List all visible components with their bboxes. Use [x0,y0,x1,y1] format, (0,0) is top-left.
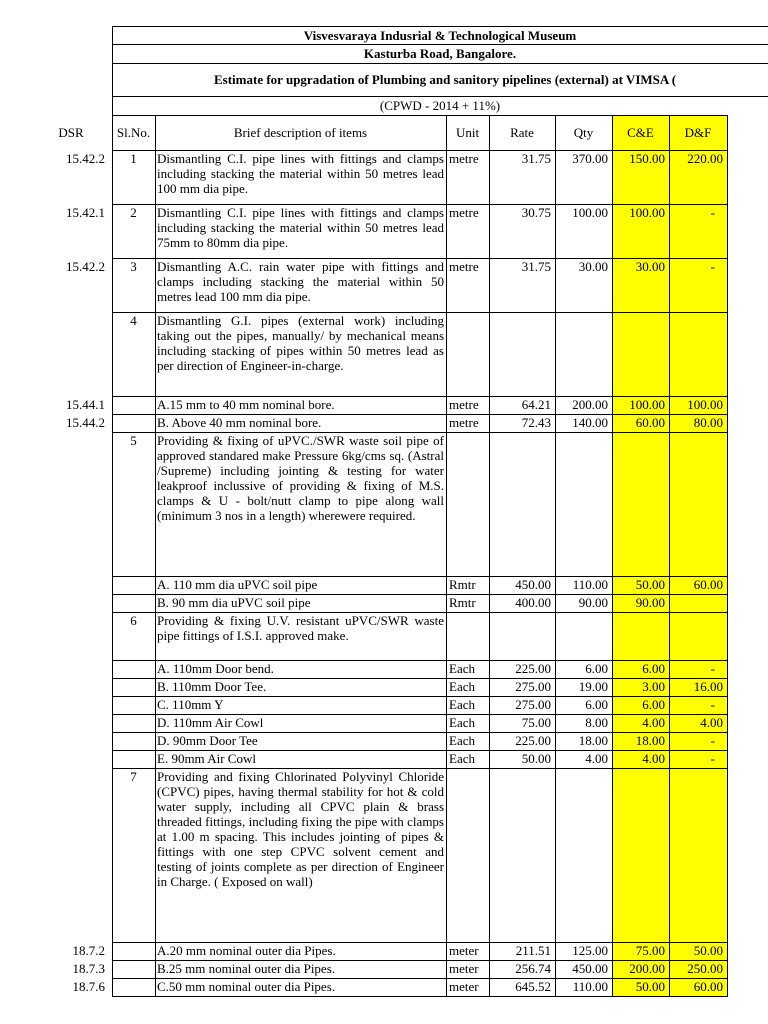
item-description: A. 110mm Door bend. [157,661,274,676]
unit: meter [449,979,479,994]
unit [449,613,489,659]
serial-number [112,415,155,431]
unit: Each [449,661,475,676]
rate: 275.00 [515,697,551,712]
df-quantity [669,595,727,611]
rate: 275.00 [515,679,551,694]
ce-quantity: 4.00 [642,715,665,730]
unit: metre [449,397,479,412]
quantity: 200.00 [572,397,608,412]
rate-basis: (CPWD - 2014 + 11%) [379,98,501,113]
quantity: 18.00 [578,733,608,748]
ce-quantity [612,433,669,575]
serial-number [112,733,155,749]
unit: Rmtr [449,577,476,592]
rate [489,613,555,659]
col-header-ce: C&E [627,124,654,140]
ce-quantity: 50.00 [635,979,665,994]
ce-quantity: 90.00 [635,595,665,610]
dsr-code [0,769,105,941]
rate: 31.75 [521,151,551,166]
unit: Rmtr [449,595,476,610]
quantity: 6.00 [585,661,608,676]
rate: 72.43 [521,415,551,430]
dsr-code: 18.7.3 [72,961,105,976]
df-quantity: 220.00 [687,151,723,166]
dsr-code [0,715,105,731]
item-description: D. 90mm Door Tee [157,733,258,748]
rate: 75.00 [521,715,551,730]
df-quantity: 16.00 [693,679,723,694]
unit: metre [449,415,479,430]
rate: 64.21 [521,397,551,412]
item-description: Providing and fixing Chlorinated Polyvinyl Chloride (CPVC) pipes, having thermal stability for hot & cold water supply, including all CPVC plain & brass threaded fittings, including fixing the pipe with clamps at 1.00 m spacing. This includes jointing of pipes & fittings with one step CPVC solvent cement and testing of joints complete as per direction of Engineer in Charge. ( Exposed on wall) [157,769,444,889]
item-description: D. 110mm Air Cowl [157,715,264,730]
ce-quantity [612,769,669,941]
serial-number [112,397,155,413]
dsr-code: 18.7.6 [72,979,105,994]
rate [489,313,555,395]
ce-quantity: 75.00 [635,943,665,958]
dsr-code: 15.44.1 [66,397,105,412]
df-quantity: - [710,751,715,766]
serial-number [112,715,155,731]
serial-number [112,751,155,767]
quantity [555,613,612,659]
item-description: Dismantling C.I. pipe lines with fittings and clamps including stacking the material within 50 metres lead 100 mm dia pipe. [157,151,444,196]
unit: Each [449,715,475,730]
quantity: 8.00 [585,715,608,730]
museum-name: Visvesvaraya Indusrial & Technological Museum [303,27,577,43]
item-description: B. Above 40 mm nominal bore. [157,415,322,430]
unit: Each [449,751,475,766]
rate: 400.00 [515,595,551,610]
df-quantity: 4.00 [700,715,723,730]
ce-quantity: 150.00 [629,151,665,166]
df-quantity [669,613,727,659]
ce-quantity [612,313,669,395]
serial-number: 3 [130,259,137,274]
df-quantity [669,769,727,941]
df-quantity: - [710,697,715,712]
dsr-code [0,733,105,749]
rate: 50.00 [521,751,551,766]
museum-address: Kasturba Road, Bangalore. [363,46,517,61]
df-quantity: - [710,259,715,274]
df-quantity: - [710,205,715,220]
item-description: B. 110mm Door Tee. [157,679,267,694]
serial-number [112,979,155,995]
rate: 30.75 [521,205,551,220]
dsr-code: 15.42.2 [66,259,105,274]
ce-quantity: 50.00 [635,577,665,592]
col-header-rate: Rate [510,124,534,140]
dsr-code [0,751,105,767]
df-quantity: 250.00 [687,961,723,976]
serial-number [112,661,155,677]
item-description: B. 90 mm dia uPVC soil pipe [157,595,311,610]
header-left-border [112,26,113,115]
rate: 225.00 [515,661,551,676]
ce-quantity: 6.00 [642,697,665,712]
ce-quantity: 30.00 [635,259,665,274]
ce-quantity: 60.00 [635,415,665,430]
quantity: 450.00 [572,961,608,976]
dsr-code [0,433,105,575]
rate [489,433,555,575]
item-description: Dismantling A.C. rain water pipe with fittings and clamps including stacking the material within 50 metres lead 100 mm dia pipe. [157,259,444,304]
df-quantity [669,313,727,395]
serial-number [112,961,155,977]
df-quantity: - [710,733,715,748]
quantity [555,433,612,575]
serial-number: 4 [130,313,137,328]
rate: 211.51 [515,943,551,958]
dsr-code: 15.44.2 [66,415,105,430]
serial-number [112,697,155,713]
estimate-title: Estimate for upgradation of Plumbing and sanitory pipelines (external) at VIMSA ( [214,72,677,87]
ce-quantity: 3.00 [642,679,665,694]
df-quantity: 80.00 [693,415,723,430]
col-header-unit: Unit [455,124,480,140]
serial-number [112,943,155,959]
item-description: Providing & fixing U.V. resistant uPVC/SWR waste pipe fittings of I.S.I. approved make. [157,613,444,643]
dsr-code [0,679,105,695]
ce-quantity: 18.00 [635,733,665,748]
unit [449,313,489,395]
quantity: 110.00 [572,979,608,994]
unit: Each [449,733,475,748]
dsr-code [0,697,105,713]
item-description: C. 110mm Y [157,697,224,712]
serial-number: 2 [130,205,137,220]
quantity: 30.00 [578,259,608,274]
dsr-code [0,661,105,677]
quantity: 140.00 [572,415,608,430]
serial-number: 7 [130,769,137,784]
serial-number: 1 [130,151,137,166]
item-description: A.20 mm nominal outer dia Pipes. [157,943,336,958]
col-header-description: Brief description of items [233,124,368,140]
item-description: A.15 mm to 40 mm nominal bore. [157,397,335,412]
serial-number [112,679,155,695]
unit: metre [449,151,479,166]
quantity: 4.00 [585,751,608,766]
unit [449,769,489,941]
item-description: A. 110 mm dia uPVC soil pipe [157,577,318,592]
serial-number: 6 [130,613,137,628]
rate: 225.00 [515,733,551,748]
dsr-code [0,595,105,611]
df-quantity: 50.00 [693,943,723,958]
rate: 31.75 [521,259,551,274]
table-top-rule [112,115,728,116]
unit: Each [449,679,475,694]
dsr-code [0,313,105,395]
item-description: Providing & fixing of uPVC./SWR waste soil pipe of approved standared make Pressure 6kg/cms sq. (Astral /Supreme) including jointing & testing for water leakproof inclussive of providing & fixing of M.S. clamps & U - bolt/nutt clamp to pipe along wall (minimum 3 nos in a length) wherewere required. [157,433,444,523]
quantity: 6.00 [585,697,608,712]
dsr-code: 15.42.2 [66,151,105,166]
rate: 450.00 [515,577,551,592]
ce-quantity: 100.00 [629,397,665,412]
col-header-qty: Qty [573,124,594,140]
item-description: E. 90mm Air Cowl [157,751,256,766]
quantity: 100.00 [572,205,608,220]
quantity: 90.00 [578,595,608,610]
dsr-code: 15.42.1 [66,205,105,220]
df-quantity: 60.00 [693,979,723,994]
serial-number [112,595,155,611]
quantity: 125.00 [572,943,608,958]
df-quantity: 100.00 [687,397,723,412]
col-header-df: D&F [684,124,712,140]
unit [449,433,489,575]
col-header-dsr: DSR [58,124,84,140]
row-rule [112,996,728,997]
item-description: C.50 mm nominal outer dia Pipes. [157,979,336,994]
rate: 256.74 [515,961,551,976]
dsr-code [0,577,105,593]
item-description: Dismantling G.I. pipes (external work) including taking out the pipes, manually/ by mechanical means including stacking of pipes within 50 metres lead as per direction of Engineer-in-charge. [157,313,444,373]
ce-quantity: 4.00 [642,751,665,766]
quantity: 370.00 [572,151,608,166]
serial-number [112,577,155,593]
dsr-code [0,613,105,659]
unit: Each [449,697,475,712]
quantity: 110.00 [572,577,608,592]
item-description: B.25 mm nominal outer dia Pipes. [157,961,336,976]
rate [489,769,555,941]
dsr-code: 18.7.2 [72,943,105,958]
unit: metre [449,259,479,274]
df-quantity [669,433,727,575]
quantity [555,313,612,395]
item-description: Dismantling C.I. pipe lines with fittings and clamps including stacking the material within 50 metres lead 75mm to 80mm dia pipe. [157,205,444,250]
unit: metre [449,205,479,220]
quantity [555,769,612,941]
quantity: 19.00 [578,679,608,694]
df-quantity: 60.00 [693,577,723,592]
serial-number: 5 [130,433,137,448]
ce-quantity: 6.00 [642,661,665,676]
col-header-slno: Sl.No. [116,124,151,140]
unit: meter [449,961,479,976]
rate: 645.52 [515,979,551,994]
ce-quantity [612,613,669,659]
ce-quantity: 200.00 [629,961,665,976]
ce-quantity: 100.00 [629,205,665,220]
df-quantity: - [710,661,715,676]
unit: meter [449,943,479,958]
